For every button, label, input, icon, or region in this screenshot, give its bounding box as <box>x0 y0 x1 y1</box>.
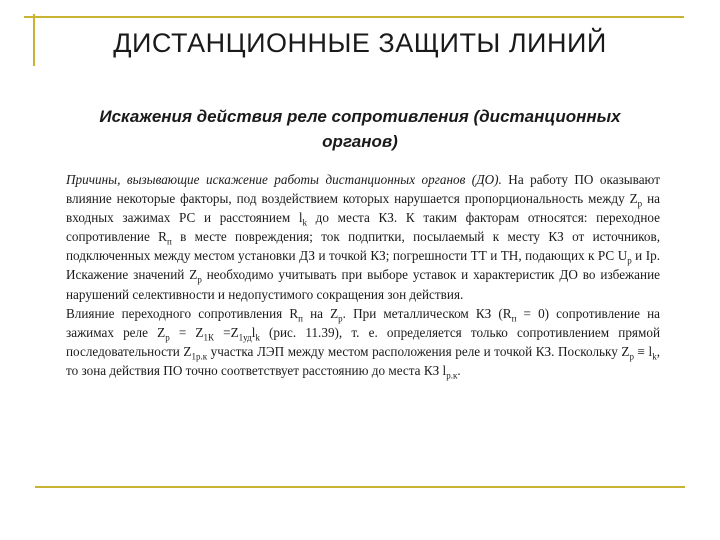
text-run: в месте повреждения; ток подпитки, посылаемый к месту КЗ от источников, подключенных между местом установки ДЗ и точкой КЗ; погрешности ТТ и ТН, подающих к РС U <box>66 229 660 264</box>
subscript: k <box>652 351 657 362</box>
top-border-line <box>24 16 684 18</box>
subscript: п <box>511 313 517 324</box>
text-run: . <box>457 362 461 378</box>
subscript: 1р.к <box>191 351 208 362</box>
subscript: р <box>197 275 202 286</box>
text-run: =Z <box>214 324 239 340</box>
subscript: 1уд <box>238 332 252 343</box>
subscript: k <box>302 217 308 228</box>
subscript: р <box>629 351 634 362</box>
text-run: l <box>251 324 256 340</box>
text-run: на входных зажимах РС и расстоянием l <box>66 191 660 226</box>
text-run: Влияние переходного сопротивления R <box>66 305 299 321</box>
subscript: п <box>298 313 303 324</box>
left-border-line <box>33 14 35 66</box>
subscript: п <box>166 236 172 247</box>
lead-sentence: Причины, вызывающие искажение работы дистанционных органов (ДО). <box>66 172 502 187</box>
bottom-border-line <box>35 486 685 488</box>
text-run: На работу ПО оказывают влияние некоторые факторы, под воздействием которых нарушается пропорциональность между Z <box>66 172 660 207</box>
subscript: k <box>255 332 260 343</box>
text-run: ≡ l <box>633 343 653 359</box>
body-text <box>66 170 660 380</box>
text-run: участка ЛЭП между местом расположения реле и точкой КЗ. Поскольку Z <box>207 343 630 359</box>
text-run: = Z <box>169 324 204 340</box>
text-run: , то зона действия ПО точно соответствует расстоянию до места КЗ l <box>66 343 660 378</box>
text-run: до места КЗ. К таким факторам относятся: переходное сопротивление R <box>66 210 660 245</box>
subscript: р <box>637 198 643 209</box>
subscript: 1К <box>203 332 215 343</box>
paragraph-transition-resistance <box>66 304 660 380</box>
text-run: (рис. 11.39), т. е. определяется только сопротивлением прямой последовательности Z <box>66 324 660 359</box>
text-run: необходимо учитывать при выборе уставок и характеристик ДО во избежание нарушений селективности и недопустимого сокращения зон действия. <box>66 267 660 302</box>
text-run: . При металлическом КЗ (R <box>342 305 512 321</box>
subscript: р <box>627 256 632 267</box>
text-run: и Iр. Искажение значений Z <box>66 248 660 283</box>
text-run: = 0) сопротивление на зажимах реле Z <box>66 305 661 340</box>
paragraph-causes <box>66 170 660 304</box>
slide-subtitle: Искажения действия реле сопротивления (дистанционных органов) <box>99 107 621 151</box>
subscript: р <box>338 313 343 324</box>
subscript: р <box>165 332 170 343</box>
text-run: на Z <box>302 305 339 321</box>
slide-title: ДИСТАНЦИОННЫЕ ЗАЩИТЫ ЛИНИЙ <box>113 28 607 58</box>
subscript: р.к <box>446 370 458 381</box>
